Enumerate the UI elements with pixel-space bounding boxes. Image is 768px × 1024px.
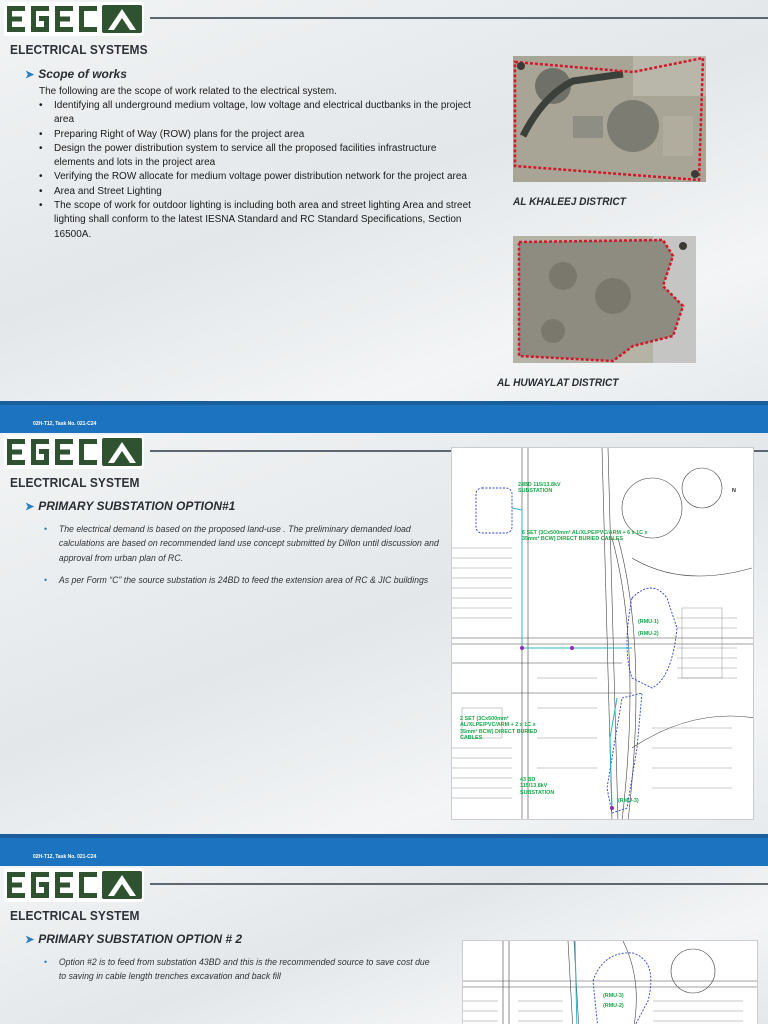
list-item-text: Option #2 is to feed from substation 43BD and this is the recommended source to save cost due to saving in cable length trenches excavation and back fill: [58, 956, 430, 982]
cable-spec-bottom-label: 2 SET (3Cx500mm² AL/XLPE/PVC/ARM + 2 x 1C x 35mm² BCW) DIRECT BURIED CABLES: [460, 716, 538, 742]
scope-list: [39, 99, 479, 242]
substation-option2-drawing: [462, 940, 758, 1024]
option2-list: [44, 955, 433, 992]
option-subheading: [25, 499, 235, 513]
list-item: [39, 185, 479, 199]
bullet-dot-icon: •: [44, 956, 48, 967]
slide-3: [0, 866, 768, 1024]
list-item-text: The electrical demand is based on the proposed land-use . The preliminary demanded load calculations are based on recommended land use concept submitted by Dillon until discussion and approval from urban plan of RC.: [58, 523, 439, 563]
option1-list: [44, 522, 444, 595]
map-caption-khaleej: AL KHALEEJ DISTRICT: [513, 196, 626, 208]
rmu3-label: (RMU-3): [603, 993, 624, 999]
rmu2-label: (RMU-2): [603, 1003, 624, 1009]
slide-title: ELECTRICAL SYSTEM: [10, 908, 140, 923]
list-item: [39, 170, 479, 184]
rmu2-label: (RMU-2): [638, 631, 659, 637]
list-item: [39, 128, 479, 142]
header-rule: [150, 17, 768, 19]
bullet-dot-icon: •: [39, 128, 43, 140]
egeco-logo: [4, 2, 144, 36]
rmu3-label: (RMU-3): [618, 798, 639, 804]
list-item-text: Identifying all underground medium voltage, low voltage and electrical ductbanks in the project area: [54, 100, 471, 126]
slide-1: [0, 0, 768, 433]
list-item-text: Design the power distribution system to service all the proposed facilities infrastructure elements and lots in the project area: [54, 142, 437, 169]
arrow-bullet-icon: ➤: [25, 501, 35, 513]
arrow-bullet-icon: ➤: [25, 934, 35, 946]
al-khaleej-aerial-map: [513, 56, 706, 182]
header-rule: [150, 883, 768, 885]
substation-43bd-label: 43 BD 115/13.8kV SUBSTATION: [520, 777, 555, 796]
bullet-dot-icon: •: [39, 142, 43, 154]
footer-task-number: 02H-T12, Task No. 021-C24: [33, 421, 97, 427]
list-item: [44, 522, 444, 565]
list-item: [44, 955, 433, 984]
list-item: [44, 573, 444, 587]
scope-intro: The following are the scope of work related to the electrical system.: [39, 86, 337, 97]
list-item-text: Verifying the ROW allocate for medium voltage power distribution network for the project area: [54, 171, 467, 183]
list-item-text: Preparing Right of Way (ROW) plans for the project area: [54, 128, 305, 140]
egeco-logo: [4, 868, 144, 902]
slide-title: ELECTRICAL SYSTEMS: [10, 42, 148, 57]
footer-task-number: 02H-T12, Task No. 021-C24: [33, 854, 97, 860]
list-item-text: Area and Street Lighting: [54, 185, 162, 197]
slide-title: ELECTRICAL SYSTEM: [10, 475, 140, 490]
substation-option1-drawing: [451, 447, 754, 820]
subheading-text: Scope of works: [38, 67, 127, 81]
list-item: [39, 99, 479, 128]
subheading-text: PRIMARY SUBSTATION OPTION#1: [38, 499, 236, 513]
option-subheading: [25, 932, 242, 946]
scope-subheading: [25, 67, 127, 81]
substation-24bd-label: 24BD 115/13.8kV SUBSTATION: [518, 482, 561, 495]
bullet-dot-icon: •: [39, 185, 43, 197]
bullet-dot-icon: •: [39, 200, 43, 212]
list-item: [39, 199, 479, 242]
rmu1-label: (RMU-1): [638, 619, 659, 625]
slide-2: [0, 433, 768, 866]
list-item: [39, 142, 479, 171]
list-item-text: The scope of work for outdoor lighting is including both area and street lighting Area and street lighting shall conform to the latest IESNA Standard and RC Standard Specifications, Section 16500A.: [54, 200, 471, 240]
footer-bar: [0, 834, 768, 866]
arrow-bullet-icon: ➤: [25, 69, 35, 81]
al-huwaylat-aerial-map: [513, 236, 696, 363]
footer-bar: [0, 401, 768, 433]
north-arrow-icon: N: [732, 488, 736, 494]
subheading-text: PRIMARY SUBSTATION OPTION # 2: [38, 932, 243, 946]
map-caption-huwaylat: AL HUWAYLAT DISTRICT: [497, 377, 619, 389]
list-item-text: As per Form “C” the source substation is 24BD to feed the extension area of RC & JIC buildings: [58, 573, 429, 585]
bullet-dot-icon: •: [44, 523, 48, 534]
bullet-dot-icon: •: [44, 573, 48, 585]
cable-spec-top-label: 6 SET (3Cx500mm² AL/XLPE/PVC/ARM + 6 x 1C x 35mm² BCW) DIRECT BURIED CABLES: [522, 530, 648, 543]
bullet-dot-icon: •: [39, 171, 43, 183]
bullet-dot-icon: •: [39, 100, 43, 111]
egeco-logo: [4, 435, 144, 469]
